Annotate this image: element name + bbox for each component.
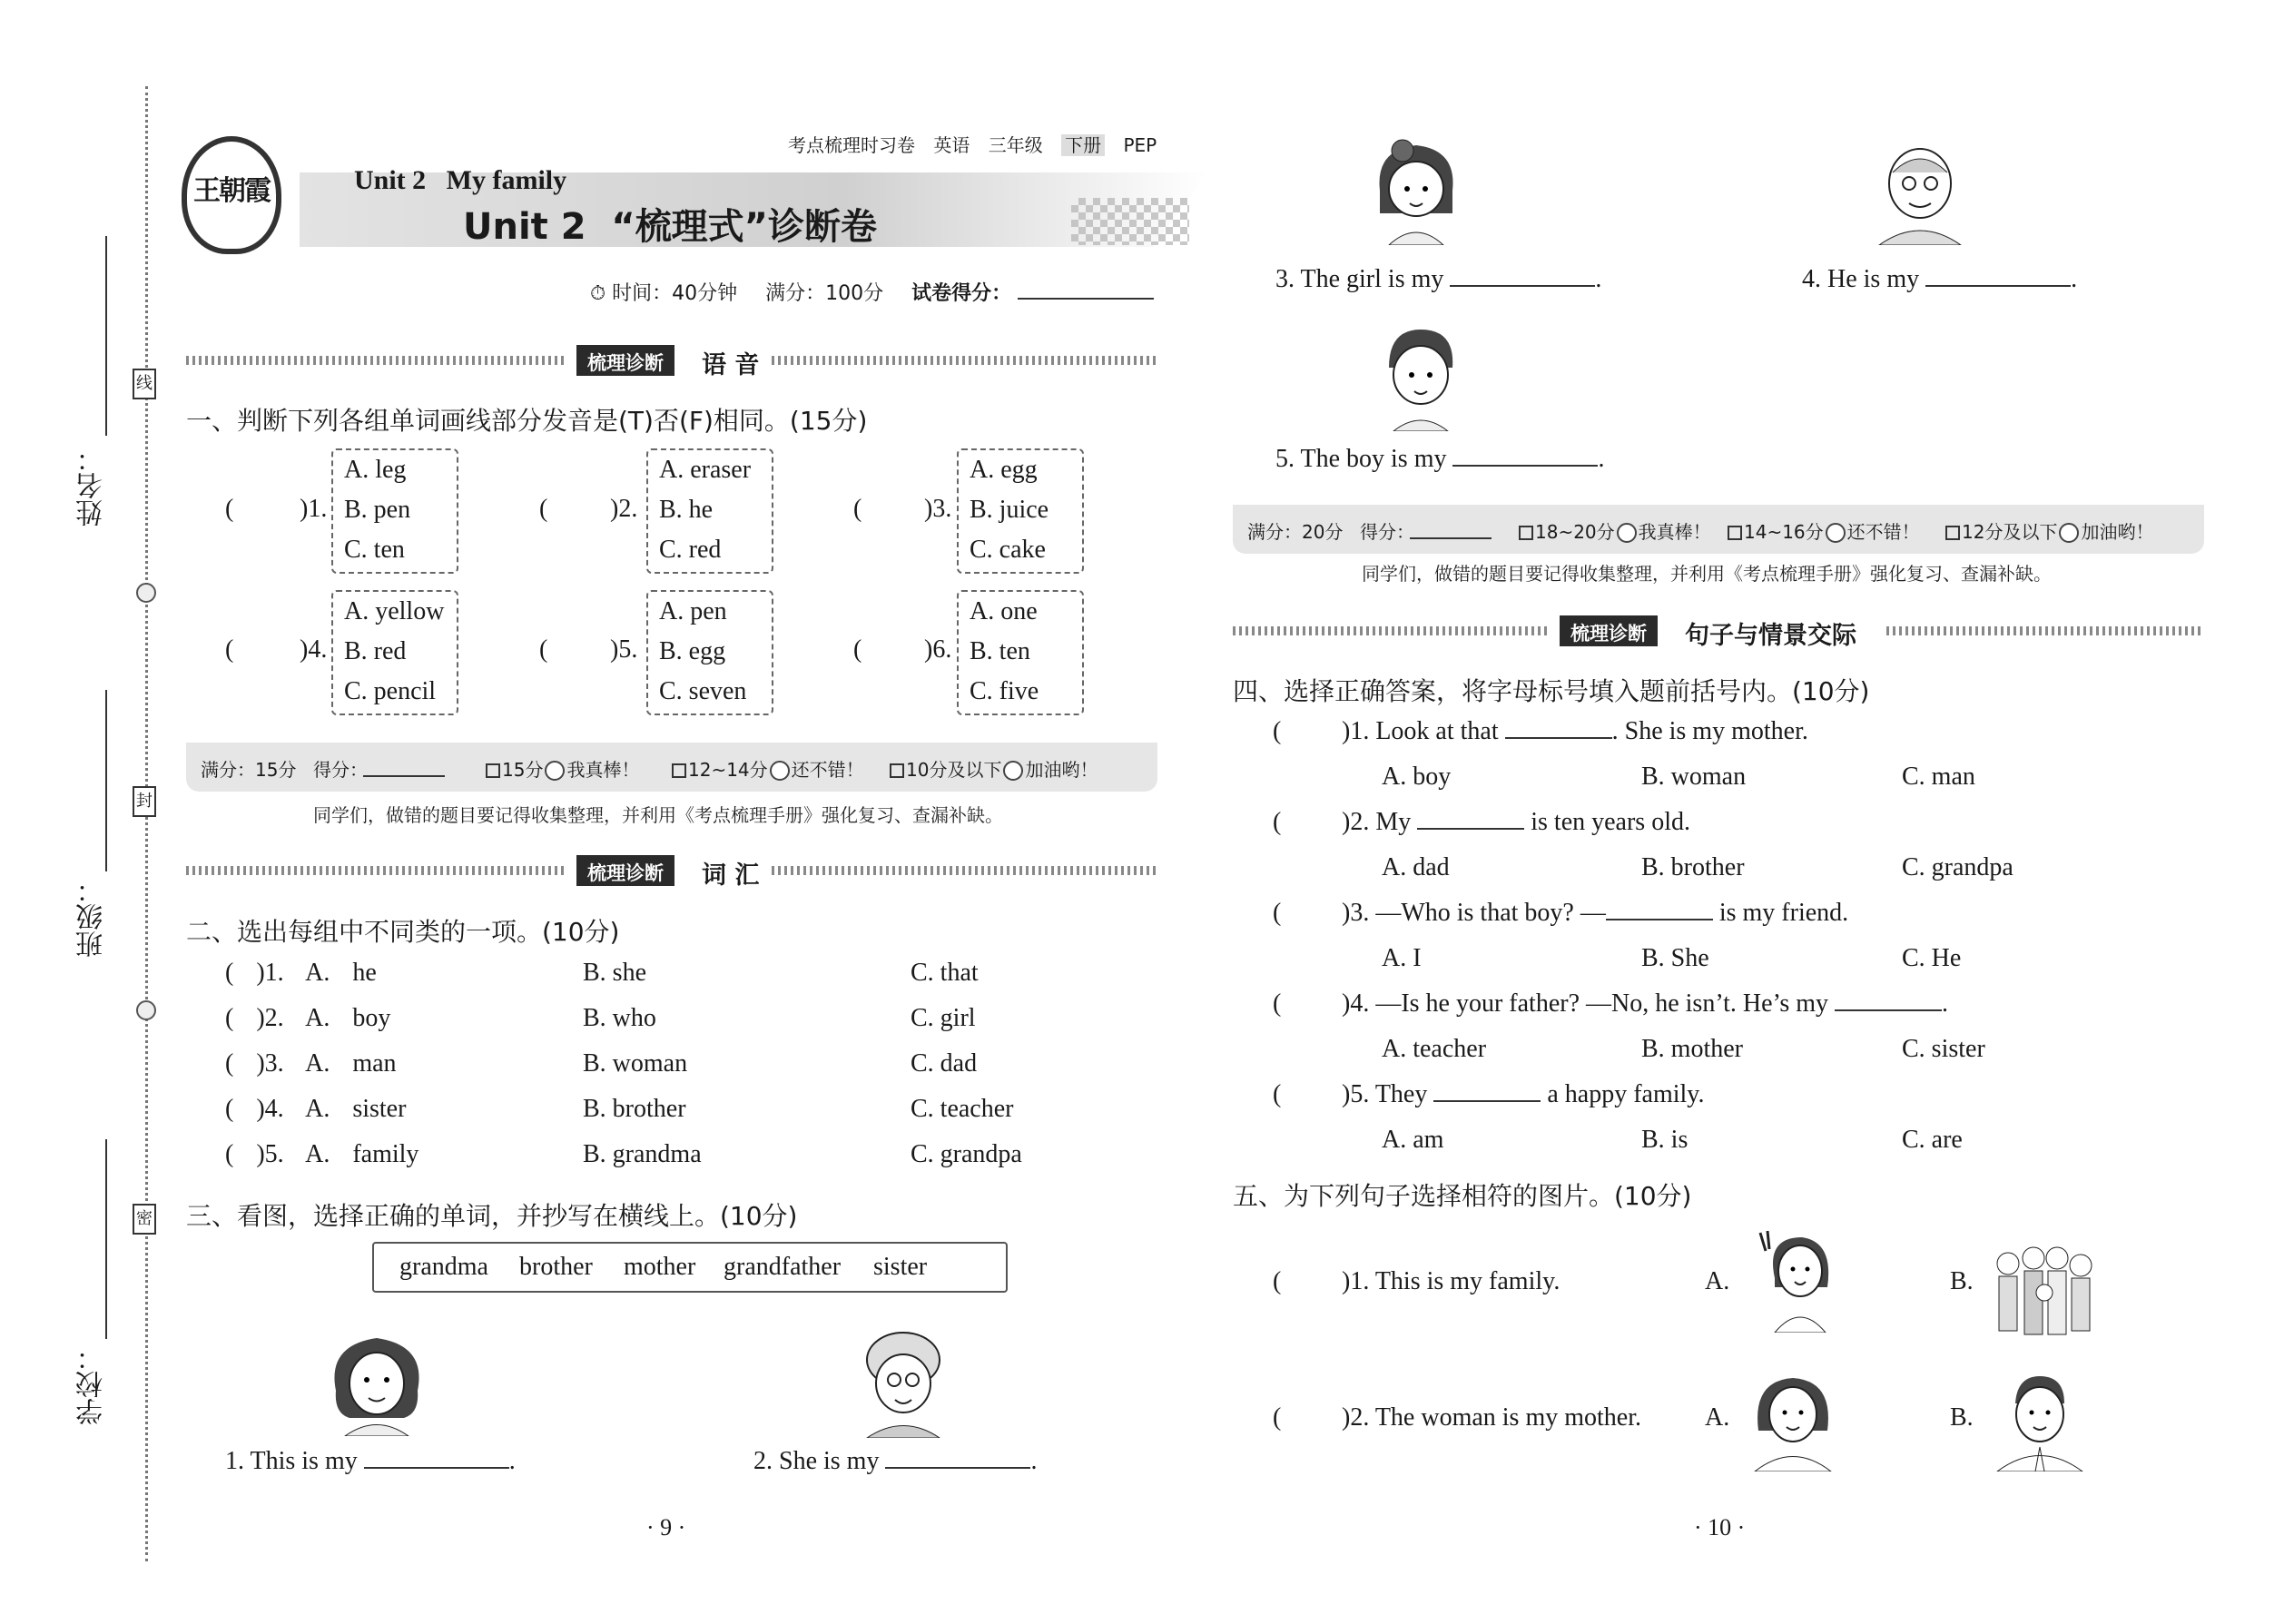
answer-blank[interactable]	[1925, 285, 2071, 287]
option-c: C. seven	[659, 677, 747, 705]
option-a: A. am	[1382, 1126, 1444, 1154]
option-b: B. mother	[1641, 1035, 1743, 1063]
option-a: A. boy	[1382, 763, 1452, 791]
q3-score-band	[1233, 505, 2204, 554]
q3-sentence-3: 3. The girl is my .	[1275, 265, 1602, 293]
level-msg: 我真棒！	[1638, 521, 1711, 543]
word-bank-item: sister	[873, 1253, 928, 1281]
score-blank[interactable]	[1018, 298, 1154, 300]
boy-illustration	[1375, 322, 1466, 431]
dotted-rule	[1886, 626, 2204, 635]
q3-heading: 三、看图，选择正确的单词，并抄写在横线上。(10分)	[186, 1201, 798, 1231]
name-field-line[interactable]	[105, 236, 107, 436]
term: 下册	[1061, 134, 1105, 156]
answer-paren[interactable]: (	[1273, 1080, 1282, 1108]
q2-option-b: B. who	[583, 1004, 656, 1032]
checkbox[interactable]	[890, 763, 904, 778]
q2-heading: 二、选出每组中不同类的一项。(10分)	[186, 917, 620, 947]
main-title: Unit 2 “梳理式”诊断卷	[463, 206, 877, 248]
q1-option-box	[957, 590, 1084, 715]
checkbox[interactable]	[486, 763, 500, 778]
q5-label-b: B.	[1950, 1267, 1974, 1295]
school-field-line[interactable]	[105, 1139, 107, 1339]
score-got-blank[interactable]	[363, 775, 445, 777]
score-got-label: 得分：	[1360, 521, 1414, 543]
clock-icon: ⏱	[590, 282, 606, 305]
q5-label-b: B.	[1950, 1403, 1974, 1432]
option-a: A. egg	[970, 456, 1038, 484]
answer-paren[interactable]: (	[1273, 1403, 1282, 1432]
grandma-illustration	[853, 1327, 953, 1438]
q2-option-b: B. she	[583, 959, 646, 987]
option-b: B. juice	[970, 496, 1049, 524]
level-label: 12分及以下	[1962, 521, 2058, 543]
happy-face-icon	[545, 761, 565, 781]
time-limit: 时间：40分钟	[612, 282, 738, 305]
series-name: 考点梳理时习卷	[788, 134, 915, 156]
q3-sentence-5: 5. The boy is my .	[1275, 445, 1605, 473]
q3-sentence-2: 2. She is my .	[753, 1447, 1038, 1475]
q5-heading: 五、为下列句子选择相符的图片。(10分)	[1233, 1181, 1692, 1211]
q1-item-num: )4.	[300, 635, 328, 664]
cheer-face-icon	[2059, 523, 2079, 543]
option-c: C. are	[1902, 1126, 1963, 1154]
option-b: B. is	[1641, 1126, 1689, 1154]
option-b: B. She	[1641, 944, 1709, 972]
option-c: C. sister	[1902, 1035, 1985, 1063]
level-msg: 加油哟！	[1025, 759, 1098, 781]
exam-info	[590, 278, 1154, 306]
dotted-rule	[186, 356, 567, 365]
q1-option-box	[331, 448, 458, 574]
unit-subtitle: Unit 2 My family	[354, 165, 567, 195]
q4-question-1	[1342, 717, 1808, 746]
checkbox[interactable]	[672, 763, 686, 778]
answer-paren[interactable]: (	[539, 495, 548, 523]
score-full: 满分：20分	[1247, 521, 1344, 543]
neutral-face-icon	[770, 761, 790, 781]
girl-illustration	[1366, 136, 1466, 245]
answer-blank[interactable]	[885, 1467, 1030, 1469]
q3-sentence-1: 1. This is my .	[225, 1447, 516, 1475]
q1-option-box	[957, 448, 1084, 574]
checkbox[interactable]	[1728, 526, 1742, 540]
level-label: 15分	[502, 759, 544, 781]
q2-option-b: B. grandma	[583, 1140, 702, 1168]
cheer-face-icon	[1003, 761, 1023, 781]
section-tag: 梳理诊断	[1560, 615, 1658, 646]
q1-item-num: )1.	[300, 495, 328, 523]
q3-sentence-4: 4. He is my .	[1802, 265, 2078, 293]
q1-option-box	[646, 448, 773, 574]
section-title: 句子与情景交际	[1685, 622, 1856, 650]
answer-paren[interactable]: (	[1273, 808, 1282, 836]
q5-sentence-1: )1. This is my family.	[1342, 1267, 1561, 1295]
answer-paren[interactable]: (	[1273, 717, 1282, 745]
q2-option-b: B. woman	[583, 1049, 688, 1078]
q-text: is ten years old.	[1531, 808, 1690, 836]
sentence-text: 2. She is my	[753, 1447, 880, 1475]
class-field-line[interactable]	[105, 690, 107, 871]
school-field-label: 学校：	[77, 1343, 107, 1425]
woman-waving-illustration	[1748, 1224, 1838, 1333]
option-a: A. dad	[1382, 853, 1450, 881]
answer-blank	[1835, 1009, 1942, 1011]
answer-paren[interactable]: (	[225, 495, 234, 523]
answer-blank[interactable]	[364, 1467, 509, 1469]
q2-option-c: C. that	[911, 959, 979, 987]
woman-illustration	[1748, 1367, 1838, 1471]
word-bank	[372, 1242, 1008, 1293]
option-c: C. He	[1902, 944, 1962, 972]
q4-heading: 四、选择正确答案，将字母标号填入题前括号内。(10分)	[1233, 676, 1870, 706]
option-c: C. red	[659, 536, 722, 564]
neutral-face-icon	[1826, 523, 1846, 543]
q2-option-b: B. brother	[583, 1095, 686, 1123]
dotted-rule	[1233, 626, 1551, 635]
option-b: B. egg	[659, 637, 726, 665]
q1-item-num: )5.	[610, 635, 638, 664]
option-c: C. pencil	[344, 677, 437, 705]
binding-box-line: 线	[133, 369, 156, 399]
answer-paren[interactable]: (	[853, 635, 862, 664]
binding-hole-icon	[136, 1000, 156, 1020]
q-text: )4. —Is he your father? —No, he isn’t. He’s my	[1342, 989, 1829, 1018]
q2-item[interactable]: ( )5. A. family	[225, 1140, 419, 1168]
q1-item-num: )6.	[924, 635, 952, 664]
page-number-right: · 10 ·	[1694, 1514, 1746, 1540]
q-text: )2. My	[1342, 808, 1412, 836]
header-meta	[788, 131, 1157, 157]
level-3[interactable]	[890, 755, 1098, 782]
dotted-rule	[772, 866, 1157, 875]
sentence-text: 5. The boy is my	[1275, 445, 1447, 473]
option-c: C. cake	[970, 536, 1046, 564]
level-label: 12~14分	[688, 759, 768, 781]
mother-illustration	[318, 1327, 436, 1436]
option-c: C. five	[970, 677, 1039, 705]
section-title: 词 汇	[702, 861, 760, 890]
q3-review-note: 同学们，做错的题目要记得收集整理，并利用《考点梳理手册》强化复习、查漏补缺。	[1362, 563, 2052, 585]
option-b: B. woman	[1641, 763, 1747, 791]
q-text: . She is my mother.	[1611, 717, 1808, 745]
class-field-label: 班级：	[77, 876, 107, 958]
q1-score-band	[186, 743, 1157, 792]
score-got-label: 得分：	[313, 759, 368, 781]
level-3[interactable]	[1945, 517, 2153, 544]
answer-paren[interactable]: (	[225, 635, 234, 664]
q1-heading: 一、判断下列各组单词画线部分发音是(T)否(F)相同。(15分)	[186, 406, 868, 436]
section-title: 语 音	[702, 351, 760, 379]
sentence-text: 3. The girl is my	[1275, 265, 1444, 293]
q1-review-note: 同学们，做错的题目要记得收集整理，并利用《考点梳理手册》强化复习、查漏补缺。	[313, 804, 1003, 826]
answer-paren[interactable]: (	[853, 495, 862, 523]
q2-option-c: C. dad	[911, 1049, 978, 1078]
section-bar-sentences	[1233, 615, 2204, 650]
q1-option-box	[646, 590, 773, 715]
option-b: B. pen	[344, 496, 411, 524]
level-msg: 还不错！	[1846, 521, 1920, 543]
q4-question-5	[1342, 1080, 1705, 1109]
page-number-left: · 9 ·	[646, 1514, 686, 1540]
q-text: )5. They	[1342, 1080, 1428, 1108]
q5-sentence-2: )2. The woman is my mother.	[1342, 1403, 1641, 1432]
level-1[interactable]	[486, 755, 639, 782]
q-text: )1. Look at that	[1342, 717, 1499, 745]
level-label: 10分及以下	[906, 759, 1002, 781]
happy-face-icon	[1617, 523, 1637, 543]
q4-question-3	[1342, 899, 1848, 928]
section-tag: 梳理诊断	[576, 855, 674, 886]
option-a: A. leg	[344, 456, 407, 484]
q2-item[interactable]: ( )4. A. sister	[225, 1095, 407, 1123]
q2-option-c: C. girl	[911, 1004, 976, 1032]
checkbox[interactable]	[1519, 526, 1533, 540]
q4-question-4	[1342, 989, 1948, 1019]
answer-paren[interactable]: (	[1273, 899, 1282, 927]
score-label: 试卷得分：	[911, 282, 1012, 305]
q2-option-c: C. teacher	[911, 1095, 1014, 1123]
family-group-illustration	[1990, 1236, 2099, 1341]
option-b: B. he	[659, 496, 714, 524]
answer-paren[interactable]: (	[1273, 989, 1282, 1018]
option-c: C. grandpa	[1902, 853, 2013, 881]
option-c: C. man	[1902, 763, 1975, 791]
binding-dotted-line	[145, 86, 148, 1561]
binding-hole-icon	[136, 583, 156, 603]
checkbox[interactable]	[1945, 526, 1960, 540]
option-b: B. red	[344, 637, 407, 665]
answer-paren[interactable]: (	[539, 635, 548, 664]
binding-box-seal: 封	[133, 786, 156, 817]
section-bar-pronunciation	[186, 345, 1157, 379]
word-bank-item: grandfather	[724, 1253, 842, 1281]
man-illustration	[1990, 1367, 2090, 1471]
sentence-text: 1. This is my	[225, 1447, 358, 1475]
level-label: 18~20分	[1535, 521, 1615, 543]
q5-label-a: A.	[1705, 1403, 1730, 1432]
option-c: C. ten	[344, 536, 405, 564]
level-msg: 我真棒！	[566, 759, 640, 781]
q1-item-num: )2.	[610, 495, 638, 523]
option-b: B. ten	[970, 637, 1030, 665]
word-bank-item: brother	[519, 1253, 593, 1281]
option-a: A. eraser	[659, 456, 752, 484]
q-text: is my friend.	[1718, 899, 1849, 927]
subject: 英语	[933, 134, 970, 156]
answer-paren[interactable]: (	[1273, 1267, 1282, 1295]
score-got-blank[interactable]	[1410, 537, 1492, 539]
answer-blank[interactable]	[1450, 285, 1595, 287]
q-text: .	[1942, 989, 1949, 1018]
option-a: A. one	[970, 597, 1038, 625]
word-bank-item: grandma	[399, 1253, 488, 1281]
answer-blank	[1505, 737, 1612, 739]
q2-item[interactable]: ( )1. A. he	[225, 959, 377, 987]
answer-blank	[1433, 1100, 1541, 1102]
q2-item[interactable]: ( )2. A. boy	[225, 1004, 391, 1032]
answer-blank	[1606, 919, 1713, 920]
brand-logo	[182, 136, 281, 254]
level-1[interactable]	[1519, 517, 1711, 544]
q1-option-box	[331, 590, 458, 715]
grade: 三年级	[988, 134, 1043, 156]
option-b: B. brother	[1641, 853, 1745, 881]
option-a: A. I	[1382, 944, 1422, 972]
option-a: A. pen	[659, 597, 727, 625]
grandfather-illustration	[1866, 136, 1974, 245]
dotted-rule	[772, 356, 1157, 365]
edition: PEP	[1123, 134, 1157, 156]
name-field-label: 姓名：	[77, 445, 107, 527]
level-msg: 加油哟！	[2081, 521, 2154, 543]
logo-text: 王朝霞	[193, 175, 270, 207]
word-bank-item: mother	[624, 1253, 696, 1281]
level-label: 14~16分	[1744, 521, 1824, 543]
option-a: A. teacher	[1382, 1035, 1487, 1063]
section-bar-vocabulary	[186, 855, 1157, 890]
q4-question-2	[1342, 808, 1690, 837]
answer-blank[interactable]	[1452, 465, 1598, 467]
checker-pattern	[1071, 198, 1189, 245]
q2-option-c: C. grandpa	[911, 1140, 1022, 1168]
q2-item[interactable]: ( )3. A. man	[225, 1049, 397, 1078]
level-2[interactable]	[1728, 517, 1920, 544]
q-text: a happy family.	[1547, 1080, 1705, 1108]
answer-blank	[1417, 828, 1524, 830]
dotted-rule	[186, 866, 567, 875]
sentence-text: 4. He is my	[1802, 265, 1920, 293]
level-2[interactable]	[672, 755, 864, 782]
option-a: A. yellow	[344, 597, 445, 625]
q5-label-a: A.	[1705, 1267, 1730, 1295]
q1-item-num: )3.	[924, 495, 952, 523]
q-text: )3. —Who is that boy? —	[1342, 899, 1606, 927]
section-tag: 梳理诊断	[576, 345, 674, 376]
full-marks: 满分：100分	[765, 282, 884, 305]
score-full: 满分：15分	[201, 759, 297, 781]
binding-box-close: 密	[133, 1204, 156, 1235]
level-msg: 还不错！	[791, 759, 864, 781]
